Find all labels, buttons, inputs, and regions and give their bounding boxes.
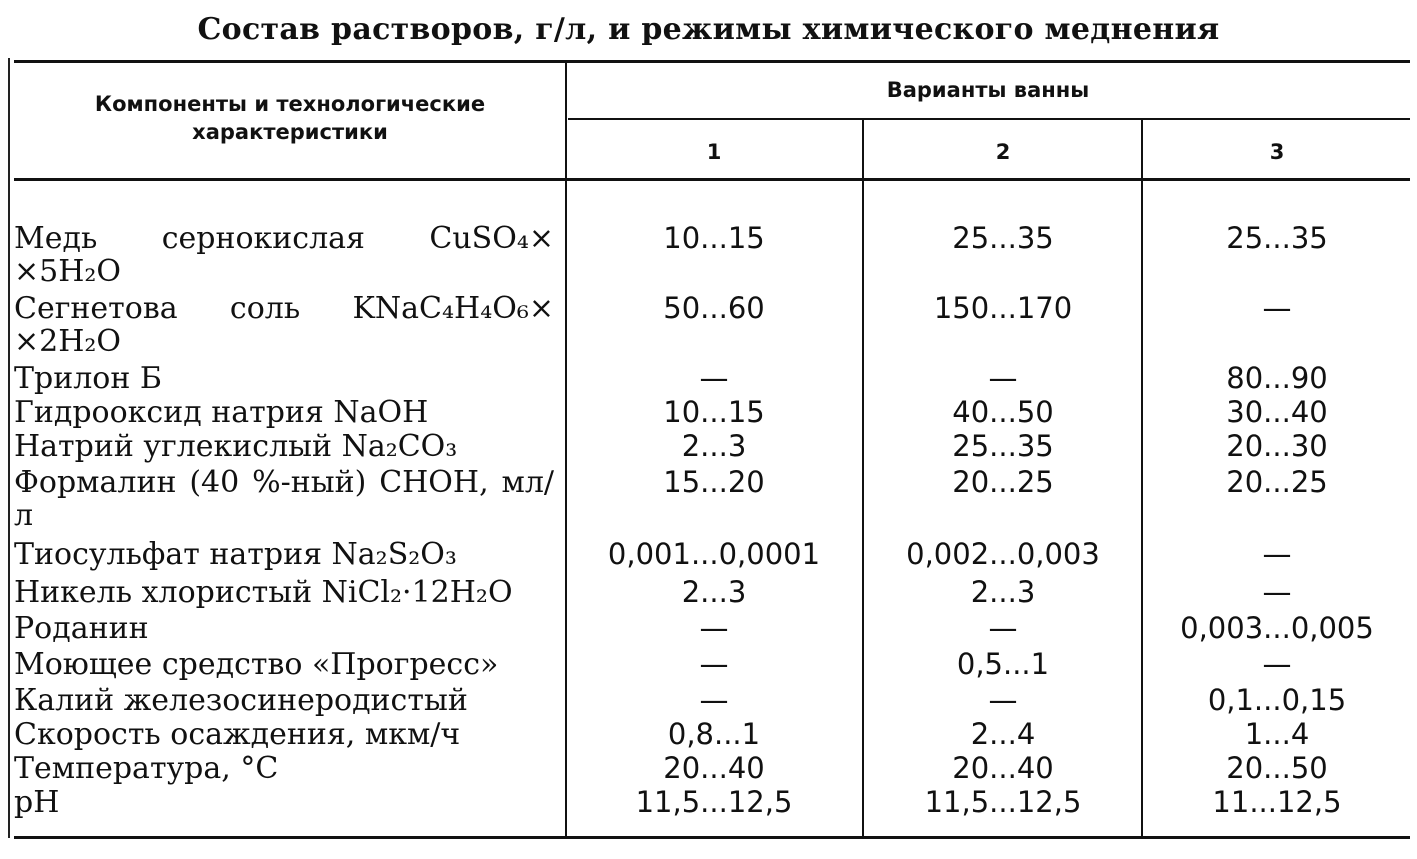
row-value-2: — (988, 611, 1018, 645)
row-name: Гидрооксид натрия NaOH (14, 395, 429, 430)
row-value-1: — (699, 361, 729, 395)
row-value-1: 50...60 (663, 291, 765, 325)
row-value-3: 20...30 (1226, 429, 1328, 463)
row-value-2: — (988, 361, 1018, 395)
row-name: Калий железосинеродистый (14, 683, 468, 718)
row-value-1: — (699, 647, 729, 681)
header-col-3: 3 (1269, 140, 1285, 164)
row-name: Никель хлористый NiCl₂·12H₂O (14, 575, 513, 610)
header-col-2: 2 (995, 140, 1011, 164)
row-name: Температура, °C (14, 751, 279, 786)
header-col-1: 1 (706, 140, 722, 164)
row-value-3: 80...90 (1226, 361, 1328, 395)
row-value-3: 20...50 (1226, 751, 1328, 785)
row-name: Формалин (40 %-ный) CHOH, мл/л (14, 465, 554, 533)
row-value-3: — (1262, 291, 1292, 325)
col-divider-2 (1141, 120, 1143, 837)
row-value-2: 40...50 (952, 395, 1054, 429)
row-name: Натрий углекислый Na₂CO₃ (14, 429, 458, 464)
col-divider-1 (862, 120, 864, 837)
row-value-3: 20...25 (1226, 465, 1328, 499)
row-value-3: — (1262, 537, 1292, 571)
left-margin-rule (8, 58, 10, 838)
row-value-1: — (699, 683, 729, 717)
row-value-3: 30...40 (1226, 395, 1328, 429)
col-divider-0 (565, 62, 567, 837)
row-name: Сегнетова соль KNaC₄H₄O₆× ×2H₂O (14, 291, 554, 359)
row-value-2: 20...25 (952, 465, 1054, 499)
row-value-2: 2...4 (970, 717, 1036, 751)
row-name: Роданин (14, 611, 149, 646)
row-value-1: 10...15 (663, 395, 765, 429)
row-value-3: 11...12,5 (1212, 785, 1342, 819)
row-value-3: 25...35 (1226, 221, 1328, 255)
row-value-3: 1...4 (1244, 717, 1310, 751)
row-value-3: — (1262, 647, 1292, 681)
row-value-2: 150...170 (933, 291, 1073, 325)
row-value-2: 25...35 (952, 221, 1054, 255)
row-value-2: — (988, 683, 1018, 717)
row-value-1: 10...15 (663, 221, 765, 255)
row-value-1: 2...3 (681, 429, 747, 463)
row-name: Тиосульфат натрия Na₂S₂O₃ (14, 537, 457, 572)
row-value-1: 2...3 (681, 575, 747, 609)
row-name: pH (14, 785, 60, 820)
row-value-2: 11,5...12,5 (924, 785, 1082, 819)
row-value-3: 0,003...0,005 (1180, 611, 1374, 645)
row-name: Скорость осаждения, мкм/ч (14, 717, 461, 752)
row-value-2: 0,5...1 (956, 647, 1050, 681)
top-rule (14, 60, 1410, 63)
row-name: Моющее средство «Прогресс» (14, 647, 499, 682)
row-value-1: — (699, 611, 729, 645)
variants-rule (568, 118, 1410, 120)
table-title: Состав растворов, г/л, и режимы химического меднения (197, 12, 1220, 47)
row-value-3: — (1262, 575, 1292, 609)
header-variants: Варианты ванны (886, 78, 1090, 102)
row-value-1: 15...20 (663, 465, 765, 499)
header-components: Компоненты и технологические характеристики (94, 92, 486, 144)
row-value-2: 25...35 (952, 429, 1054, 463)
row-name: Медь сернокислая CuSO₄× ×5H₂O (14, 221, 554, 289)
row-value-2: 0,002...0,003 (906, 537, 1100, 571)
row-value-1: 20...40 (663, 751, 765, 785)
row-value-1: 0,8...1 (667, 717, 761, 751)
row-value-1: 11,5...12,5 (635, 785, 793, 819)
header-bottom-rule (14, 178, 1410, 181)
row-name: Трилон Б (14, 361, 162, 396)
row-value-2: 20...40 (952, 751, 1054, 785)
bottom-rule (14, 836, 1410, 839)
row-value-3: 0,1...0,15 (1207, 683, 1347, 717)
row-value-2: 2...3 (970, 575, 1036, 609)
row-value-1: 0,001...0,0001 (607, 537, 821, 571)
